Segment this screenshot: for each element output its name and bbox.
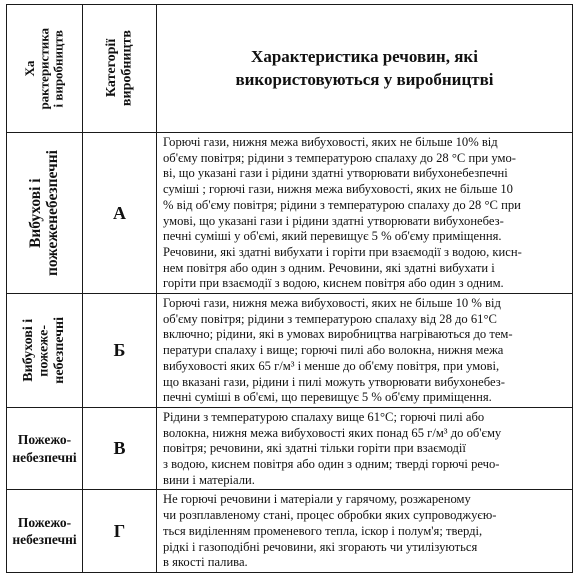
row-label-cell	[7, 133, 83, 294]
category-table	[6, 4, 573, 573]
category-cell: В	[83, 407, 157, 490]
header-characteristic: Ха рактеристика і виробництв	[22, 27, 66, 110]
header-title-cell	[157, 5, 573, 133]
table-row	[7, 490, 573, 573]
category-cell: Б	[83, 294, 157, 408]
category-cell: Г	[83, 490, 157, 573]
header-category: Категорії виробництв	[104, 30, 135, 107]
table-row	[7, 294, 573, 408]
header-row	[7, 5, 573, 133]
header-col2-cell	[83, 5, 157, 133]
description-cell: Горючі гази, нижня межа вибуховості, яких не більше 10% від об'єму повітря; рідини з температурою спалаху до 28 °С при умо- ві, що указані гази і рідини здатні утворювати вибухонебезпечні суміші ; горючі гази, нижня межа вибуховості, яких не більше 10 % від об'єму повітря; рідини з температурою спалаху до 28 °С при умові, що указані гази і рідини здатні утворювати вибухонебез- печні суміші у об'ємі, який перевищує 5 % об'єму приміщення. Речовини, які здатні вибухати і горіти при взаємодії з водою, кисн- нем повітря або один з одним. Речовини, які здатні вибухати і горіти при взаємодії з водою, киснем повітря або один з одним.	[157, 133, 573, 294]
row-label: Вибухові і пожеже- небезпечні	[21, 317, 68, 384]
row-label: Пожежо- небезпечні	[7, 407, 83, 490]
table-row	[7, 133, 573, 294]
row-label: Вибухові і пожеженебезпечні	[27, 150, 62, 277]
table-row	[7, 407, 573, 490]
description-cell: Горючі гази, нижня межа вибуховості, яких не більше 10 % від об'єму повітря; рідини з температурою спалаху від 28 до 61°С включно; рідини, які в умовах виробництва нагріваються до тем- ператури спалаху і вище; горючі пилі або волокна, нижня межа вибуховості яких 65 г/м³ і менше до об'єму повітря, при умові, що вказані гази, рідини і пилі можуть утворювати вибухонебез- печні суміші в об'ємі, що перевищує 5 % об'єму приміщення.	[157, 294, 573, 408]
description-cell: Не горючі речовини і матеріали у гарячому, розжареному чи розплавленому стані, процес обробки яких супроводжуєю- ться виділенням променевого тепла, іскор і полум'я; тверді, рідкі і газоподібні речовини, які згорають чи утилізуються в якості палива.	[157, 490, 573, 573]
table-title: Характеристика речовин, які використовуються у виробництві	[235, 47, 494, 89]
header-col1-cell	[7, 5, 83, 133]
description-cell: Рідини з температурою спалаху вище 61°С; горючі пилі або волокна, нижня межа вибуховості яких понад 65 г/м³ до об'єму повітря; речовини, які здатні тільки горіти при взаємодії з водою, киснем повітря або один з одним; тверді горючі речо- вини і матеріали.	[157, 407, 573, 490]
row-label: Пожежо- небезпечні	[7, 490, 83, 573]
category-cell: А	[83, 133, 157, 294]
row-label-cell	[7, 294, 83, 408]
